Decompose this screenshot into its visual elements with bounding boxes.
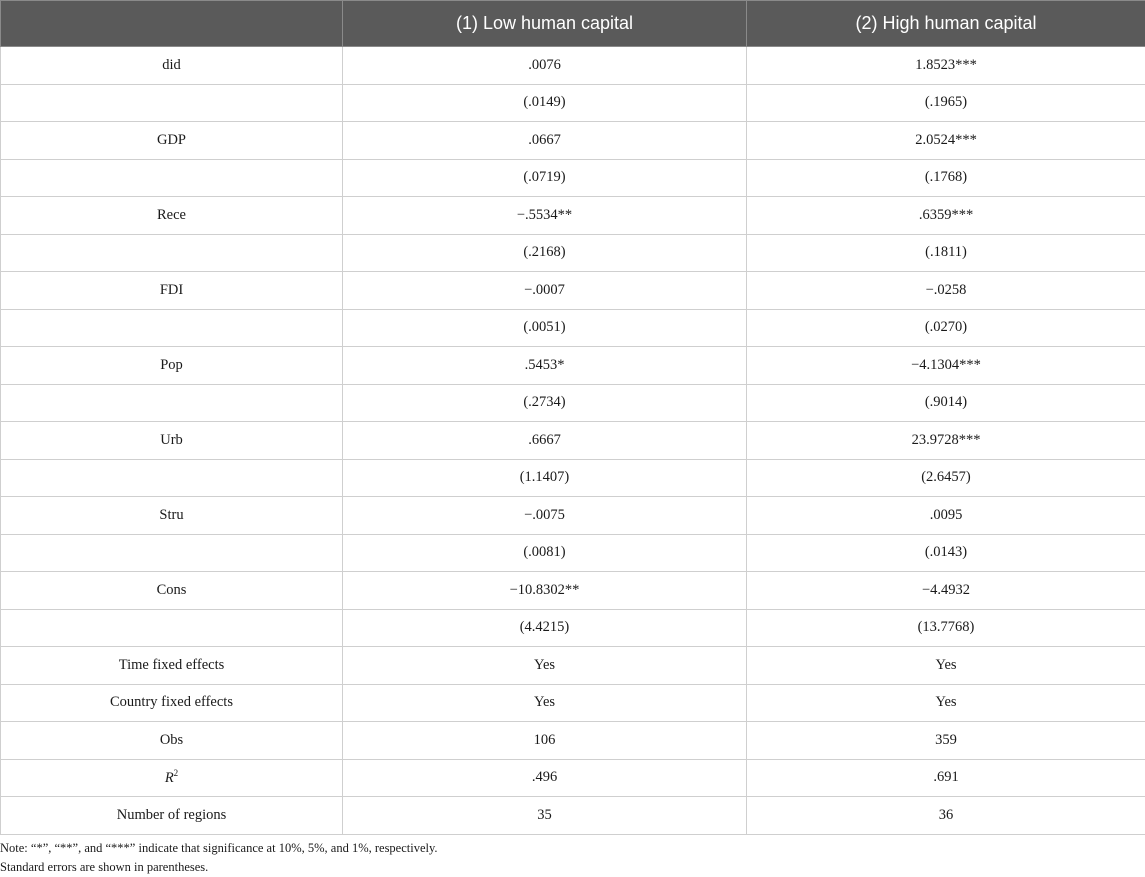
- table-row: [1, 459, 1145, 497]
- header-high-human-capital: (2) High human capital: [747, 1, 1145, 47]
- low-capital-value: (.0149): [343, 84, 747, 122]
- high-capital-value: Yes: [747, 647, 1145, 685]
- high-capital-value: (.1965): [747, 84, 1145, 122]
- low-capital-value: (4.4215): [343, 609, 747, 647]
- high-capital-value: 23.9728***: [747, 422, 1145, 460]
- table-row: [1, 47, 1145, 85]
- row-label: Time fixed effects: [1, 647, 343, 685]
- table-row: [1, 309, 1145, 347]
- high-capital-value: 1.8523***: [747, 47, 1145, 85]
- row-label: Country fixed effects: [1, 684, 343, 722]
- table-row: [1, 84, 1145, 122]
- low-capital-value: .5453*: [343, 347, 747, 385]
- table-header: [1, 1, 1145, 47]
- row-label: [1, 459, 343, 497]
- table-row: [1, 422, 1145, 460]
- high-capital-value: (13.7768): [747, 609, 1145, 647]
- low-capital-value: .0076: [343, 47, 747, 85]
- high-capital-value: 2.0524***: [747, 122, 1145, 160]
- high-capital-value: −4.4932: [747, 572, 1145, 610]
- high-capital-value: −4.1304***: [747, 347, 1145, 385]
- table-body: [1, 47, 1145, 835]
- table-row: [1, 384, 1145, 422]
- high-capital-value: (.0270): [747, 309, 1145, 347]
- row-label: Rece: [1, 197, 343, 235]
- high-capital-value: .6359***: [747, 197, 1145, 235]
- low-capital-value: (.2168): [343, 234, 747, 272]
- table-row: [1, 609, 1145, 647]
- low-capital-value: 35: [343, 797, 747, 835]
- r-squared-exponent: 2: [173, 768, 179, 779]
- table-row: [1, 722, 1145, 760]
- low-capital-value: −10.8302**: [343, 572, 747, 610]
- low-capital-value: −.0075: [343, 497, 747, 535]
- row-label: [1, 234, 343, 272]
- low-capital-value: (1.1407): [343, 459, 747, 497]
- low-capital-value: (.2734): [343, 384, 747, 422]
- row-label: [1, 309, 343, 347]
- high-capital-value: 359: [747, 722, 1145, 760]
- row-label: Pop: [1, 347, 343, 385]
- high-capital-value: −.0258: [747, 272, 1145, 310]
- header-low-human-capital: (1) Low human capital: [343, 1, 747, 47]
- row-label: Urb: [1, 422, 343, 460]
- header-row: [1, 1, 1145, 47]
- low-capital-value: .6667: [343, 422, 747, 460]
- row-label: FDI: [1, 272, 343, 310]
- row-label: Number of regions: [1, 797, 343, 835]
- low-capital-value: .496: [343, 759, 747, 797]
- row-label: [1, 609, 343, 647]
- high-capital-value: (2.6457): [747, 459, 1145, 497]
- low-capital-value: (.0051): [343, 309, 747, 347]
- table-row: [1, 122, 1145, 160]
- row-label: [1, 84, 343, 122]
- row-label: [1, 759, 343, 797]
- high-capital-value: .691: [747, 759, 1145, 797]
- table-row: [1, 197, 1145, 235]
- high-capital-value: (.0143): [747, 534, 1145, 572]
- high-capital-value: 36: [747, 797, 1145, 835]
- table-row: [1, 684, 1145, 722]
- low-capital-value: Yes: [343, 684, 747, 722]
- table-row: [1, 497, 1145, 535]
- table-note: Note: “*”, “**”, and “***” indicate that significance at 10%, 5%, and 1%, respectively.: [0, 841, 438, 855]
- table-note-stderr: Standard errors are shown in parentheses.: [0, 860, 209, 874]
- row-label: Stru: [1, 497, 343, 535]
- low-capital-value: 106: [343, 722, 747, 760]
- table-row-r-squared: [1, 759, 1145, 797]
- low-capital-value: (.0719): [343, 159, 747, 197]
- row-label: [1, 534, 343, 572]
- low-capital-value: −.0007: [343, 272, 747, 310]
- high-capital-value: (.1768): [747, 159, 1145, 197]
- high-capital-value: .0095: [747, 497, 1145, 535]
- table-row: [1, 347, 1145, 385]
- row-label: GDP: [1, 122, 343, 160]
- high-capital-value: (.9014): [747, 384, 1145, 422]
- row-label: [1, 384, 343, 422]
- low-capital-value: (.0081): [343, 534, 747, 572]
- low-capital-value: Yes: [343, 647, 747, 685]
- high-capital-value: (.1811): [747, 234, 1145, 272]
- table-row: [1, 234, 1145, 272]
- table-row: [1, 159, 1145, 197]
- table-row-number-of-regions: [1, 797, 1145, 835]
- row-label: Obs: [1, 722, 343, 760]
- table-row: [1, 572, 1145, 610]
- header-cell-blank: [1, 1, 343, 47]
- table-row: [1, 534, 1145, 572]
- row-label: Cons: [1, 572, 343, 610]
- high-capital-value: Yes: [747, 684, 1145, 722]
- row-label: did: [1, 47, 343, 85]
- row-label: [1, 159, 343, 197]
- low-capital-value: .0667: [343, 122, 747, 160]
- table-row: [1, 272, 1145, 310]
- table-row: [1, 647, 1145, 685]
- r-squared-base: R: [164, 770, 174, 787]
- low-capital-value: −.5534**: [343, 197, 747, 235]
